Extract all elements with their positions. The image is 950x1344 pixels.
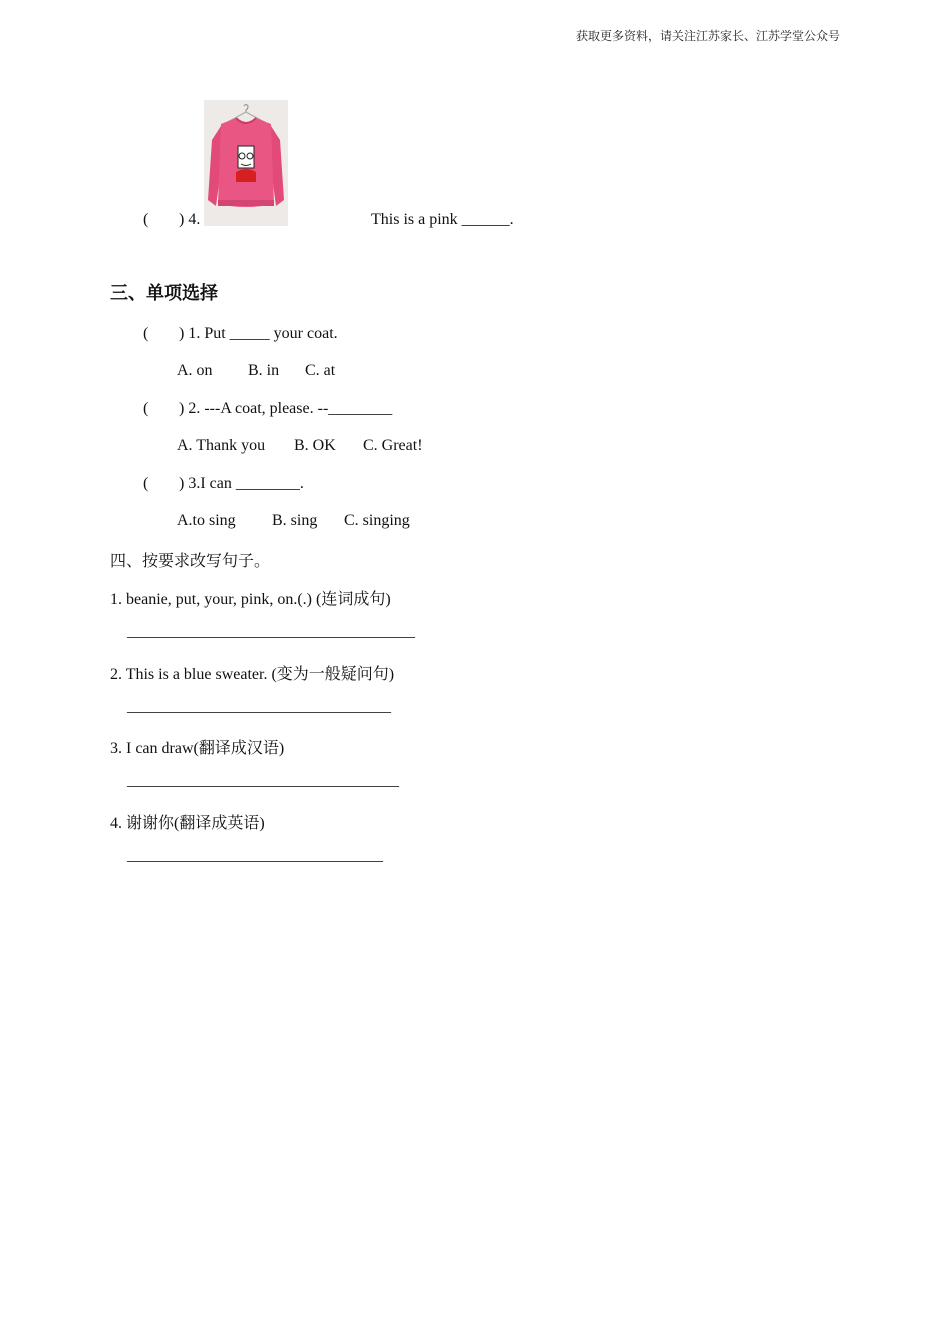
pink-sweater-icon: [204, 100, 288, 226]
sweater-image: [204, 100, 288, 226]
rewrite-item-2-answer-line: _________________________________: [127, 698, 391, 715]
q2-option-c: C. Great!: [363, 437, 423, 454]
q2-option-b: B. OK: [294, 437, 336, 454]
q1-option-c: C. at: [305, 362, 336, 379]
answer-paren-open: (: [143, 211, 149, 228]
picture-question-sentence: This is a pink ______.: [371, 211, 514, 228]
question-3: [143, 475, 304, 493]
answer-paren-open: (: [143, 325, 149, 342]
rewrite-item-3-prompt: 3. I can draw(翻译成汉语): [110, 740, 285, 757]
section-3-title: 三、单项选择: [110, 283, 218, 304]
question-1: [143, 325, 338, 343]
answer-paren-open: (: [143, 400, 149, 417]
rewrite-item-2-prompt: 2. This is a blue sweater. (变为一般疑问句): [110, 666, 395, 683]
rewrite-item-3-answer-line: __________________________________: [127, 772, 399, 789]
section-4-title: 四、按要求改写句子。: [110, 551, 271, 570]
question-stem: ) 3.I can ________.: [179, 475, 304, 492]
rewrite-item-1-answer-line: ____________________________________: [127, 623, 415, 640]
answer-paren-open: (: [143, 475, 149, 492]
q3-option-a: A.to sing: [177, 512, 236, 529]
rewrite-item-1-prompt: 1. beanie, put, your, pink, on.(.) (连词成句): [110, 591, 391, 608]
question-2: [143, 400, 392, 418]
q1-option-b: B. in: [248, 362, 280, 379]
rewrite-item-4-prompt: 4. 谢谢你(翻译成英语): [110, 815, 265, 832]
q2-option-a: A. Thank you: [177, 437, 266, 454]
answer-paren-close: ) 4.: [179, 211, 201, 228]
question-stem: ) 1. Put _____ your coat.: [179, 325, 338, 342]
rewrite-item-4-answer-line: ________________________________: [127, 847, 383, 864]
q1-option-a: A. on: [177, 362, 213, 379]
question-stem: ) 2. ---A coat, please. --________: [179, 400, 393, 417]
q3-option-b: B. sing: [272, 512, 318, 529]
picture-question-number: [143, 211, 200, 229]
header-note: 获取更多资料，请关注江苏家长、江苏学堂公众号: [575, 29, 840, 43]
q3-option-c: C. singing: [344, 512, 410, 529]
